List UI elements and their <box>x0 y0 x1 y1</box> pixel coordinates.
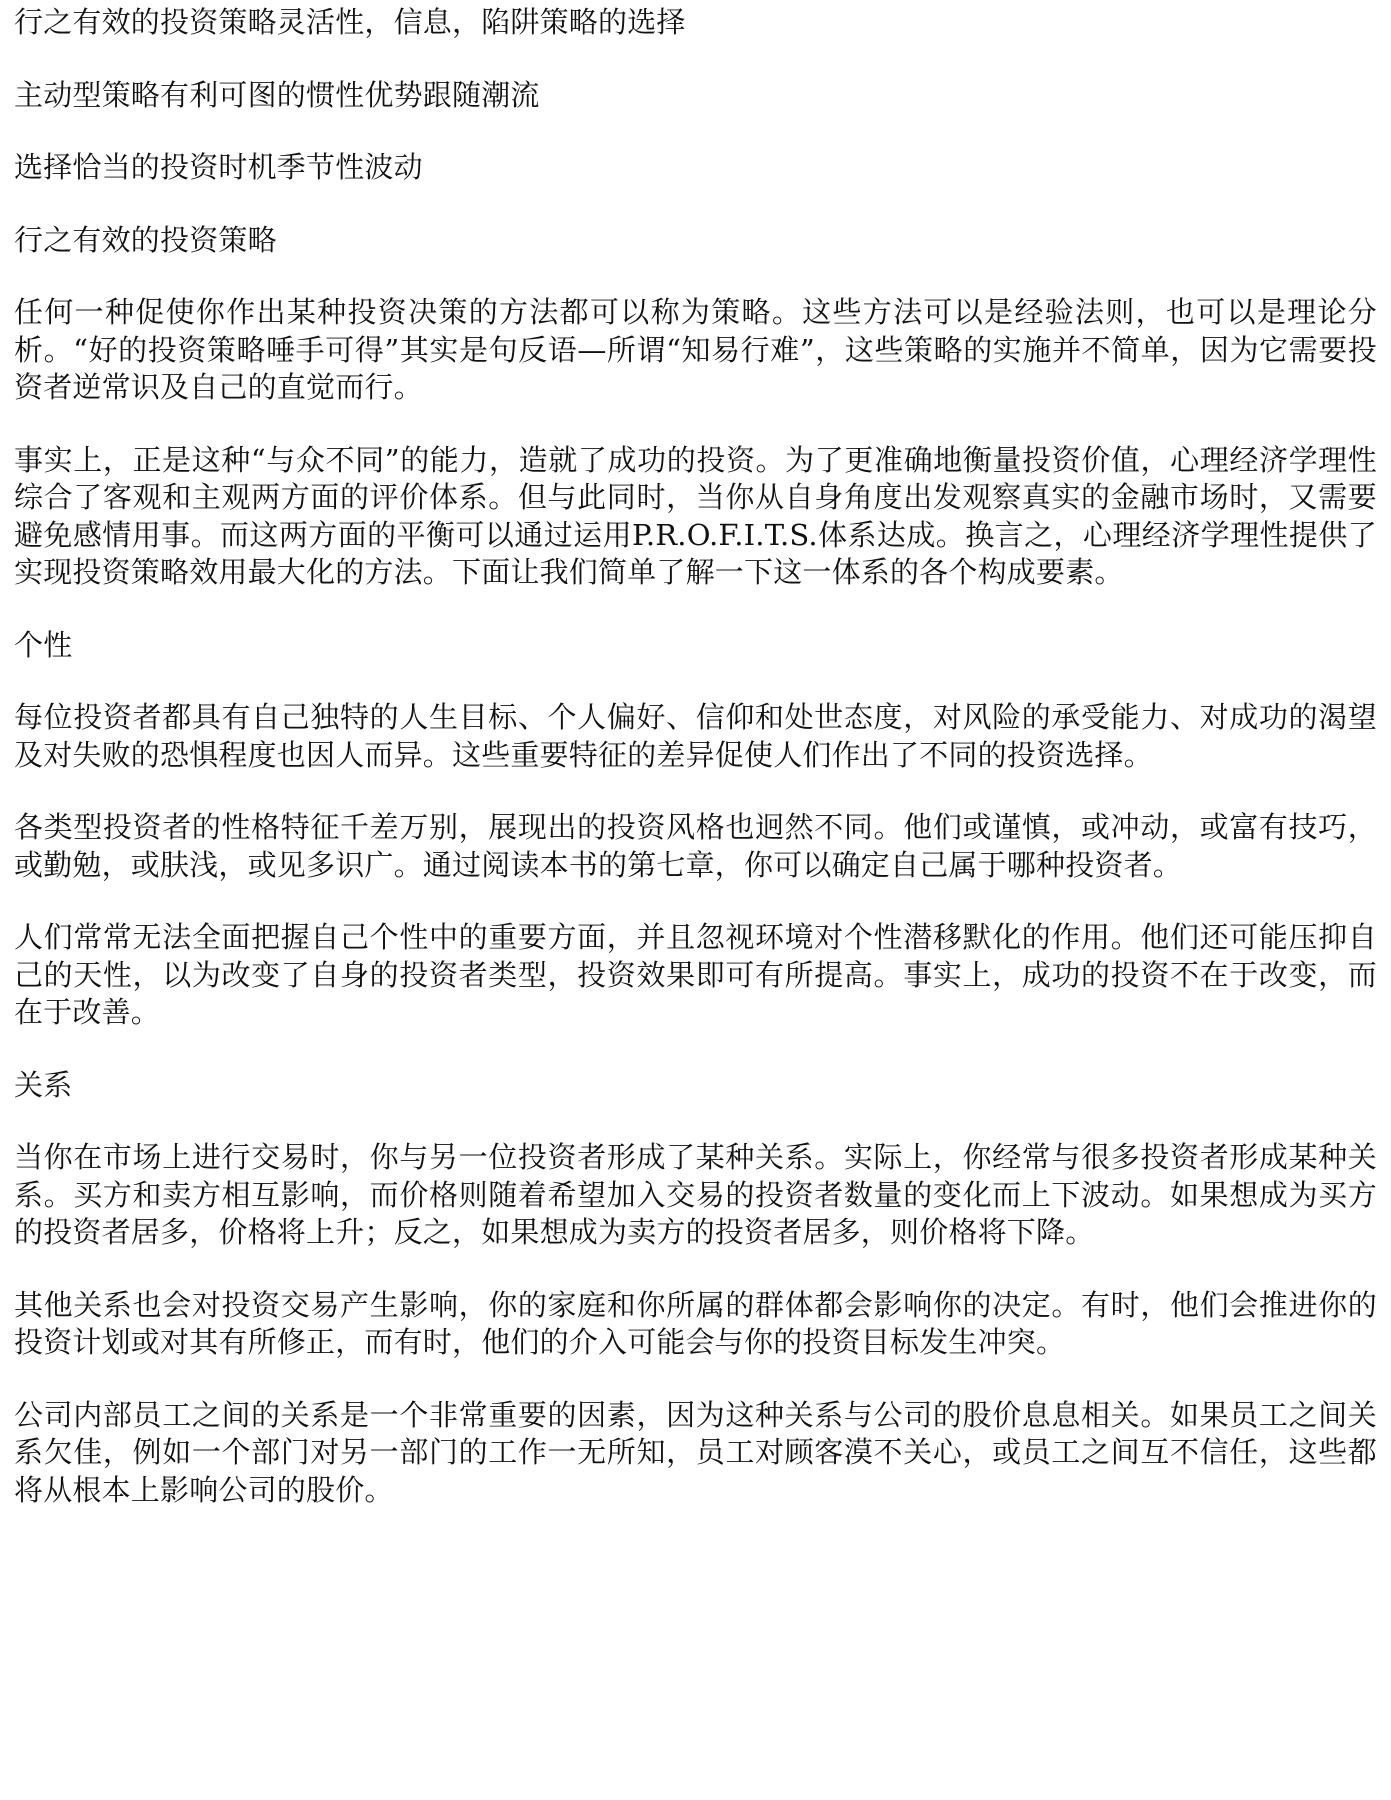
paragraph: 事实上，正是这种“与众不同”的能力，造就了成功的投资。为了更准确地衡量投资价值，心理经济学理性综合了客观和主观两方面的评价体系。但与此同时，当你从自身角度出发观察真实的金融市场时，又需要避免感情用事。而这两方面的平衡可以通过运用P.R.O.F.I.T.S.体系达成。换言之，心理经济学理性提供了实现投资策略效用最大化的方法。下面让我们简单了解一下这一体系的各个构成要素。 <box>14 442 1377 589</box>
paragraph: 每位投资者都具有自己独特的人生目标、个人偏好、信仰和处世态度，对风险的承受能力、对成功的渴望及对失败的恐惧程度也因人而异。这些重要特征的差异促使人们作出了不同的投资选择。 <box>14 700 1377 772</box>
paragraph: 其他关系也会对投资交易产生影响，你的家庭和你所属的群体都会影响你的决定。有时，他们会推进你的投资计划或对其有所修正，而有时，他们的介入可能会与你的投资目标发生冲突。 <box>14 1287 1377 1359</box>
paragraph: 当你在市场上进行交易时，你与另一位投资者形成了某种关系。实际上，你经常与很多投资者形成某种关系。买方和卖方相互影响，而价格则随着希望加入交易的投资者数量的变化而上下波动。如果想成为买方的投资者居多，价格将上升；反之，如果想成为卖方的投资者居多，则价格将下降。 <box>14 1140 1377 1249</box>
paragraph: 人们常常无法全面把握自己个性中的重要方面，并且忽视环境对个性潜移默化的作用。他们还可能压抑自己的天性，以为改变了自身的投资者类型，投资效果即可有所提高。事实上，成功的投资不在于改变，而在于改善。 <box>14 920 1377 1029</box>
document-body <box>14 4 1377 1509</box>
section-title: 行之有效的投资策略 <box>14 222 277 257</box>
toc-line-1: 行之有效的投资策略灵活性，信息，陷阱策略的选择 <box>14 5 686 39</box>
subsection-title: 个性 <box>14 627 73 662</box>
paragraph: 公司内部员工之间的关系是一个非常重要的因素，因为这种关系与公司的股价息息相关。如果员工之间关系欠佳，例如一个部门对另一部门的工作一无所知，员工对顾客漠不关心，或员工之间互不信任，这些都将从根本上影响公司的股价。 <box>14 1397 1377 1507</box>
paragraph: 各类型投资者的性格特征千差万别，展现出的投资风格也迥然不同。他们或谨慎，或冲动，或富有技巧，或勤勉，或肤浅，或见多识广。通过阅读本书的第七章，你可以确定自己属于哪种投资者。 <box>14 810 1377 882</box>
paragraph: 任何一种促使你作出某种投资决策的方法都可以称为策略。这些方法可以是经验法则，也可以是理论分析。“好的投资策略唾手可得”其实是句反语—所谓“知易行难”，这些策略的实施并不简单，因为它需要投资者逆常识及自己的直觉而行。 <box>14 295 1377 404</box>
toc-line-3: 选择恰当的投资时机季节性波动 <box>14 150 423 184</box>
toc-line-2: 主动型策略有利可图的惯性优势跟随潮流 <box>14 77 540 112</box>
subsection-title: 关系 <box>14 1067 73 1102</box>
